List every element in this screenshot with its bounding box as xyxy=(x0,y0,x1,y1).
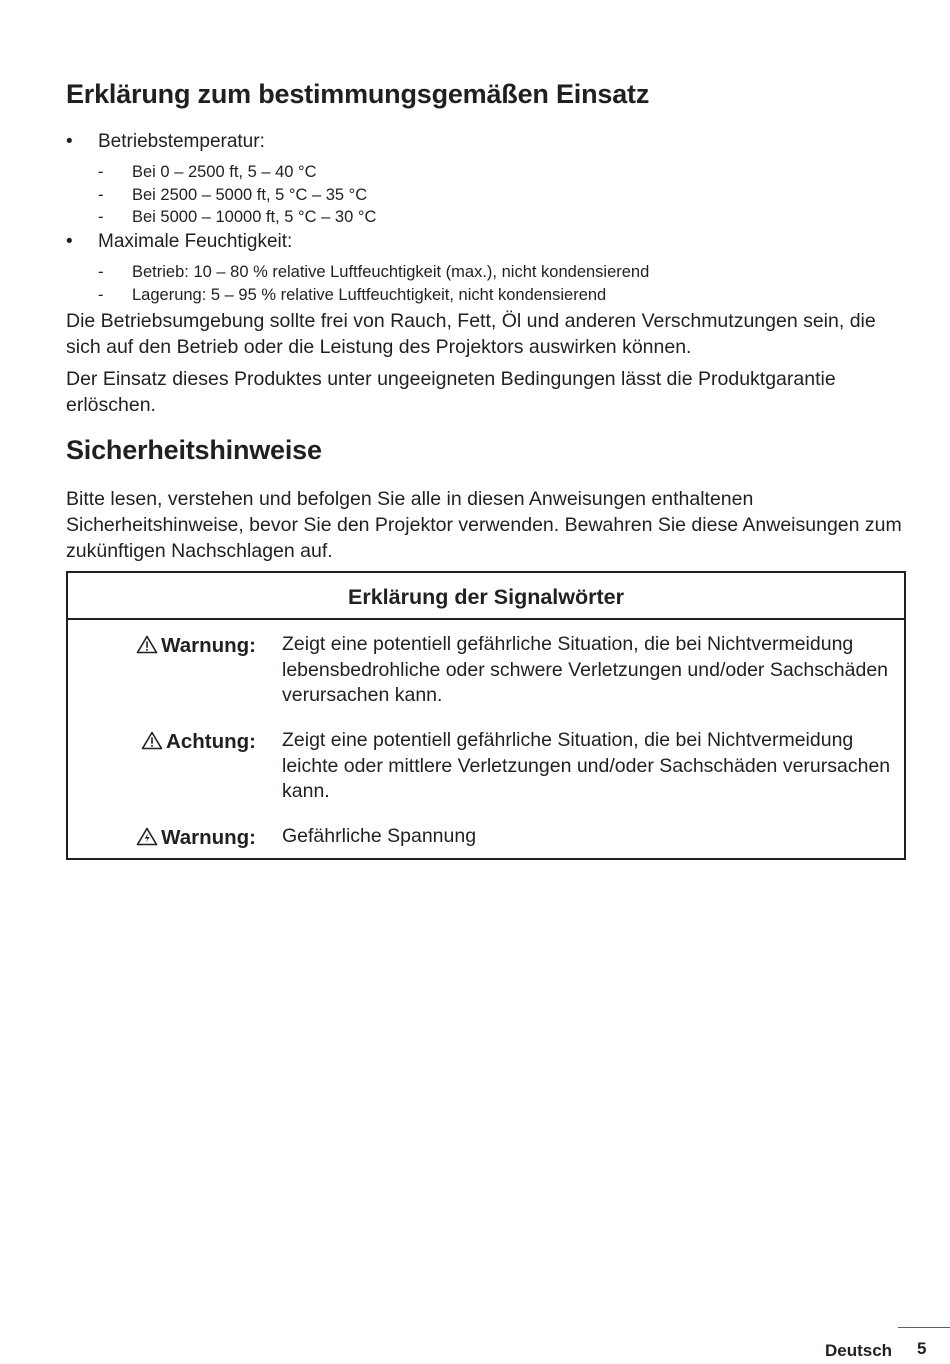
signal-term xyxy=(136,824,256,854)
list-item-text: Bei 2500 – 5000 ft, 5 °C – 35 °C xyxy=(132,186,368,204)
list-item-text: Bei 5000 – 10000 ft, 5 °C – 30 °C xyxy=(132,208,377,226)
signal-term-label: Warnung: xyxy=(161,826,256,849)
bullet-symbol: • xyxy=(66,131,73,152)
signal-description: Zeigt eine potentiell gefährliche Situation, die bei Nichtvermeidung lebensbedrohliche oder schwere Verletzungen und/oder Sachschäden verursachen kann. xyxy=(282,633,889,706)
safety-heading: Sicherheitshinweise xyxy=(66,435,322,465)
safety-intro: Bitte lesen, verstehen und befolgen Sie alle in diesen Anweisungen enthaltenen Sicherheitshinweise, bevor Sie den Projektor verwenden. Bewahren Sie diese Anweisungen zum zukünftigen Nachschlagen auf. xyxy=(66,488,902,562)
signal-description: Gefährliche Spannung xyxy=(282,825,477,847)
signal-words-table xyxy=(66,571,906,860)
table-title: Erklärung der Signalwörter xyxy=(68,573,904,620)
dash-symbol: - xyxy=(98,286,104,304)
signal-description: Zeigt eine potentiell gefährliche Situation, die bei Nichtvermeidung leichte oder mittlere Verletzungen und/oder Sachschäden verursachen kann. xyxy=(282,729,891,802)
dash-symbol: - xyxy=(98,163,104,181)
usage-heading: Erklärung zum bestimmungsgemäßen Einsatz xyxy=(66,79,650,109)
footer-rule xyxy=(898,1327,950,1328)
paragraph-warranty: Der Einsatz dieses Produktes unter ungeeigneten Bedingungen lässt die Produktgarantie erlöschen. xyxy=(66,368,836,416)
paragraph-environment: Die Betriebsumgebung sollte frei von Rauch, Fett, Öl und anderen Verschmutzungen sein, die sich auf den Betrieb oder die Leistung des Projektors auswirken können. xyxy=(66,310,876,358)
list-item-text: Betrieb: 10 – 80 % relative Luftfeuchtigkeit (max.), nicht kondensierend xyxy=(132,263,650,281)
dash-symbol: - xyxy=(98,263,104,281)
bullet-label: Maximale Feuchtigkeit: xyxy=(98,231,293,252)
dash-symbol: - xyxy=(98,186,104,204)
signal-term-label: Warnung: xyxy=(161,634,256,657)
caution-triangle-icon xyxy=(141,730,163,758)
dash-symbol: - xyxy=(98,208,104,226)
signal-term xyxy=(141,728,256,758)
signal-term xyxy=(136,632,256,662)
list-item-text: Lagerung: 5 – 95 % relative Luftfeuchtigkeit, nicht kondensierend xyxy=(132,286,607,304)
bullet-symbol: • xyxy=(66,231,73,252)
high-voltage-triangle-icon xyxy=(136,826,158,854)
bullet-label: Betriebstemperatur: xyxy=(98,131,265,152)
list-item-text: Bei 0 – 2500 ft, 5 – 40 °C xyxy=(132,163,317,181)
warning-triangle-icon xyxy=(136,634,158,662)
page-number: 5 xyxy=(917,1339,927,1358)
footer-language: Deutsch xyxy=(825,1341,893,1360)
signal-term-label: Achtung: xyxy=(166,730,256,753)
